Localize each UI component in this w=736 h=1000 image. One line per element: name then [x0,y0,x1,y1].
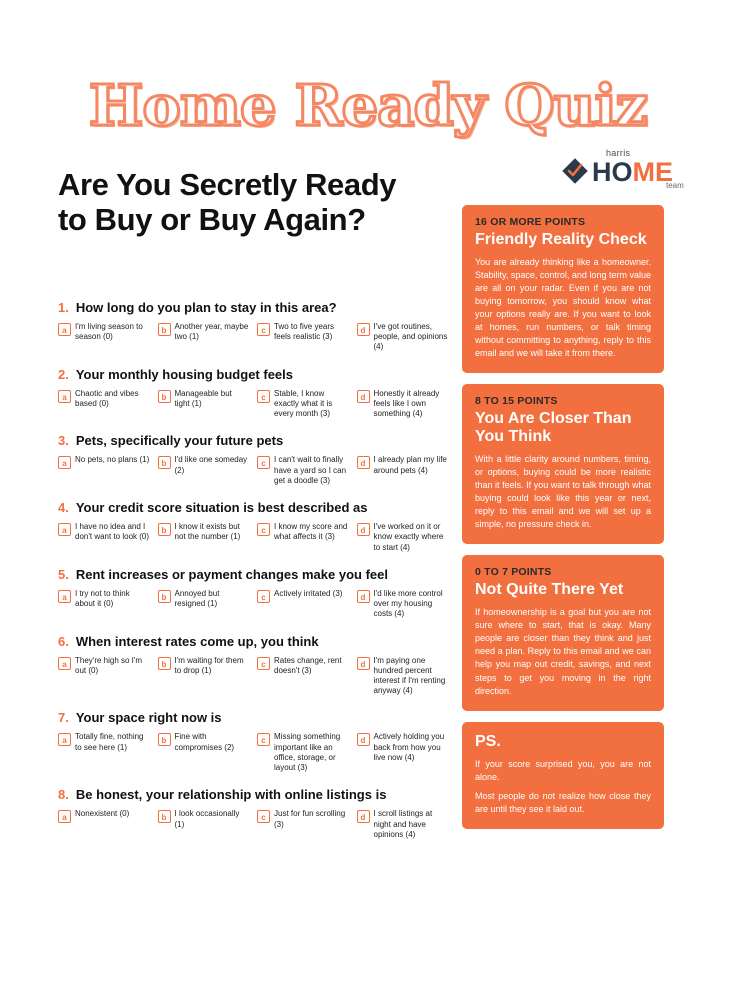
logo-home-dark: HO [592,157,633,187]
answer-options [58,656,448,697]
answer-option[interactable] [257,809,349,840]
answer-letter-checkbox[interactable]: d [357,810,370,823]
card-title: Friendly Reality Check [475,231,647,248]
answer-text: I'm waiting for them to drop (1) [174,655,244,675]
answer-text: I know it exists but not the number (1) [174,522,241,542]
answer-text: I've worked on it or know exactly where to start (4) [373,522,444,552]
answer-options [58,322,448,353]
answer-option[interactable] [357,522,449,553]
question-text: How long do you plan to stay in this area? [75,300,337,315]
answer-text: Annoyed but resigned (1) [174,588,220,609]
answer-options [58,809,448,840]
answer-text: I can't wait to finally have a yard so I can get a doodle (3) [274,455,347,485]
answer-text: They're high so I'm out (0) [75,655,143,675]
answer-option[interactable] [58,656,150,697]
question-number: 1. [58,300,69,315]
logo-home-text [592,157,673,188]
answer-option[interactable] [357,732,449,773]
question-block [58,433,448,486]
answer-option[interactable] [357,389,449,420]
question-header [58,710,448,725]
answer-letter-checkbox[interactable]: c [257,810,270,823]
answer-text: I'd like one someday (2) [174,455,248,475]
answer-letter-checkbox[interactable]: a [58,523,71,536]
answer-text: Chaotic and vibes based (0) [75,388,139,408]
answer-letter-checkbox[interactable]: c [257,390,270,403]
question-header [58,787,448,802]
question-block [58,367,448,420]
question-header [58,300,448,315]
question-text: When interest rates come up, you think [75,633,319,649]
question-text: Rent increases or payment changes make you feel [75,566,388,582]
answer-text: Manageable but tight (1) [174,388,232,408]
answer-text: Stable, I know exactly what it is every month (3) [274,388,333,419]
answer-option[interactable] [58,522,150,553]
card-paragraph: If your score surprised you, you are not alone. [475,758,651,782]
answer-text: No pets, no plans (1) [75,455,150,465]
answer-text: I'm living season to season (0) [75,322,143,342]
question-block [58,300,448,353]
answer-options [58,455,448,486]
logo-harris-text: harris [606,148,631,158]
results-cards [462,205,664,840]
answer-letter-checkbox[interactable]: d [357,456,370,469]
card-body [475,606,651,697]
card-body [475,453,651,531]
logo-diamond-check-icon [562,158,588,184]
question-header [58,367,448,382]
answer-text: I scroll listings at night and have opinions (4) [373,809,433,839]
answer-text: Another year, maybe two (1) [174,322,249,342]
answer-letter-checkbox[interactable]: b [158,733,171,746]
answer-option[interactable] [58,809,150,840]
answer-letter-checkbox[interactable]: a [58,323,71,336]
answer-option[interactable] [357,656,449,697]
result-card [462,384,664,544]
question-text: Your monthly housing budget feels [75,366,293,382]
answer-text: Missing something important like an office, storage, or layout (3) [274,732,341,773]
answer-text: Totally fine, nothing to see here (1) [75,732,144,752]
question-header [58,567,448,582]
answer-text: Two to five years feels realistic (3) [274,322,335,342]
answer-letter-checkbox[interactable]: c [257,323,270,336]
answer-text: I'd like more control over my housing costs (4) [373,588,443,619]
result-card [462,205,664,373]
card-paragraph: Most people do not realize how close they are until they see it laid out. [475,790,651,814]
answer-options [58,389,448,420]
card-paragraph: You are already thinking like a homeowner. Stability, space, control, and long term value are all on your radar. Even if you are not buying tomorrow, you should know what your options really are. If you want to look at homes, run numbers, or talk timing without committing to anything, reply to this email and we will take it from there. [475,256,651,359]
card-score-range: 8 TO 15 POINTS [475,395,558,408]
answer-option[interactable] [158,322,250,353]
answer-text: Just for fun scrolling (3) [274,809,346,829]
question-text: Your space right now is [75,710,222,726]
answer-letter-checkbox[interactable]: d [357,590,370,603]
answer-letter-checkbox[interactable]: a [58,456,71,469]
card-title: Not Quite There Yet [475,581,624,599]
question-number: 2. [58,366,69,382]
answer-option[interactable] [158,732,250,773]
answer-option[interactable] [58,322,150,353]
answer-option[interactable] [257,656,349,697]
question-block [58,567,448,620]
answer-option[interactable] [357,455,449,486]
answer-letter-checkbox[interactable]: c [257,657,270,670]
answer-letter-checkbox[interactable]: d [357,657,370,670]
question-number: 5. [58,566,69,582]
answer-option[interactable] [257,732,349,773]
answer-text: I already plan my life around pets (4) [373,455,447,475]
answer-option[interactable] [257,389,349,420]
question-header [58,500,448,515]
answer-option[interactable] [357,322,449,353]
answer-text: Rates change, rent doesn't (3) [274,655,342,675]
logo-home-orange: ME [632,157,673,187]
question-number: 7. [58,710,69,726]
answer-text: Honestly it already feels like I own something (4) [373,388,440,419]
card-title: PS. [475,732,501,750]
result-card [462,555,664,710]
answer-options [58,589,448,620]
question-block [58,787,448,840]
answer-options [58,732,448,773]
answer-letter-checkbox[interactable]: c [257,523,270,536]
answer-text: I've got routines, people, and opinions (4) [373,322,448,352]
answer-option[interactable] [158,455,250,486]
answer-option[interactable] [158,656,250,697]
answer-option[interactable] [257,322,349,353]
question-number: 4. [58,500,69,516]
card-score-range: 0 TO 7 POINTS [475,566,552,579]
answer-letter-checkbox[interactable]: d [357,323,370,336]
harris-home-team-logo [560,148,690,192]
answer-letter-checkbox[interactable]: b [158,590,171,603]
answer-letter-checkbox[interactable]: b [158,456,171,469]
answer-letter-checkbox[interactable]: b [158,323,171,336]
answer-option[interactable] [158,809,250,840]
question-header [58,433,448,448]
answer-option[interactable] [257,522,349,553]
question-text: Pets, specifically your future pets [75,433,284,449]
card-paragraph: With a little clarity around numbers, timing, or options, buying could be more realistic than it feels. If you want to talk through what buying could look like this year or next, reply to this email and we will set up a simple, no pressure check in. [475,454,651,530]
answer-option[interactable] [158,389,250,420]
answer-letter-checkbox[interactable]: a [58,390,71,403]
question-number: 6. [58,633,69,649]
answer-letter-checkbox[interactable]: b [158,810,171,823]
answer-text: I'm paying one hundred percent interest if I'm renting anyway (4) [373,655,446,696]
answer-option[interactable] [357,809,449,840]
answer-letter-checkbox[interactable]: c [257,456,270,469]
answer-letter-checkbox[interactable]: b [158,523,171,536]
answer-option[interactable] [58,589,150,620]
answer-text: I look occasionally (1) [174,809,240,829]
answer-option[interactable] [58,455,150,486]
question-block [58,634,448,697]
logo-team-text: team [666,181,684,190]
answer-text: Actively holding you back from how you live now (4) [373,732,445,762]
answer-option[interactable] [257,455,349,486]
question-number: 8. [58,787,69,803]
answer-letter-checkbox[interactable]: a [58,657,71,670]
answer-text: Nonexistent (0) [75,809,130,819]
answer-option[interactable] [58,389,150,420]
answer-letter-checkbox[interactable]: d [357,523,370,536]
question-text: Be honest, your relationship with online listings is [75,787,387,803]
answer-options [58,522,448,553]
question-number: 3. [58,433,69,449]
answer-text: Actively irritated (3) [274,588,343,598]
answer-letter-checkbox[interactable]: c [257,590,270,603]
result-card [462,722,664,829]
card-body [475,256,651,360]
answer-letter-checkbox[interactable]: b [158,657,171,670]
card-score-range: 16 OR MORE POINTS [475,216,586,228]
answer-option[interactable] [158,522,250,553]
question-block [58,710,448,773]
answer-option[interactable] [158,589,250,620]
answer-letter-checkbox[interactable]: b [158,390,171,403]
question-block [58,500,448,553]
answer-text: I know my score and what affects it (3) [274,522,348,542]
answer-letter-checkbox[interactable]: d [357,733,370,746]
answer-text: I have no idea and I don't want to look (0) [75,522,150,542]
check-icon [567,163,583,179]
answer-letter-checkbox[interactable]: a [58,810,71,823]
question-header [58,634,448,649]
question-text: Your credit score situation is best described as [75,500,368,516]
headline: Are You Secretly Ready to Buy or Buy Again? [58,167,397,237]
answer-text: Fine with compromises (2) [174,732,235,752]
card-body [475,758,651,816]
answer-option[interactable] [58,732,150,773]
card-title: You Are Closer Than You Think [475,410,632,446]
answer-option[interactable] [257,589,349,620]
card-paragraph: If homeownership is a goal but you are not sure where to start, that is okay. Many people are closer than they think and just need a plan. Reply to this email and we can help you map out credit, savings, and next steps to get you moving in the right direction. [475,607,651,696]
answer-letter-checkbox[interactable]: c [257,733,270,746]
answer-letter-checkbox[interactable]: a [58,590,71,603]
answer-option[interactable] [357,589,449,620]
title-banner [0,73,736,139]
answer-letter-checkbox[interactable]: d [357,390,370,403]
answer-letter-checkbox[interactable]: a [58,733,71,746]
page-title: Home Ready Quiz [88,73,648,139]
answer-text: I try not to think about it (0) [75,588,130,609]
questions-list [58,300,448,854]
